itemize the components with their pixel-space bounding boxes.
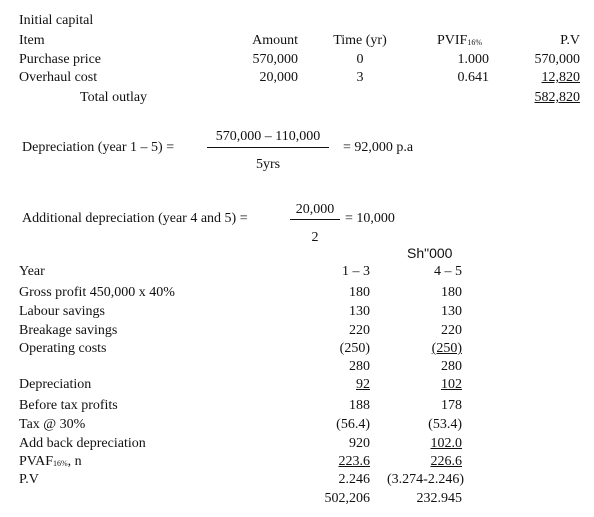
cell-a-depreciation: 92 bbox=[356, 377, 370, 392]
header-pv: P.V bbox=[560, 33, 580, 48]
col-year-1-3: 1 – 3 bbox=[342, 264, 370, 279]
cell-a-add-back: 920 bbox=[349, 436, 370, 451]
section-title: Initial capital bbox=[19, 13, 94, 28]
cell-b-pv: (3.274-2.246) bbox=[387, 472, 464, 487]
additional-depreciation-label: Additional depreciation (year 4 and 5) = bbox=[22, 211, 248, 226]
total-outlay-label: Total outlay bbox=[80, 90, 148, 105]
row-label-tax: Tax @ 30% bbox=[19, 417, 86, 432]
header-pvif: $PVIF_{16\%}$ bbox=[437, 33, 483, 48]
cell-b-add-back: 102.0 bbox=[430, 436, 462, 451]
cell-a-breakage: 220 bbox=[349, 323, 370, 338]
row-purchase-pv: 570,000 bbox=[534, 52, 580, 67]
cell-a-total: 502,206 bbox=[324, 491, 370, 506]
col-year-4-5: 4 – 5 bbox=[434, 264, 462, 279]
row-label-pv: P.V bbox=[19, 472, 39, 487]
cell-b-subtotal: 280 bbox=[441, 359, 462, 374]
cell-a-gross-profit: 180 bbox=[349, 285, 370, 300]
additional-depreciation-numerator: 20,000 bbox=[295, 202, 335, 217]
cell-a-pv: 2.246 bbox=[338, 472, 370, 487]
cell-a-labour: 130 bbox=[349, 304, 370, 319]
cell-b-pvaf: 226.6 bbox=[430, 454, 462, 469]
cell-b-operating: (250) bbox=[431, 341, 462, 356]
cell-b-tax: (53.4) bbox=[428, 417, 462, 432]
additional-depreciation-fraction-bar bbox=[290, 219, 340, 220]
row-overhaul-pv: 12,820 bbox=[541, 70, 580, 85]
cell-a-before-tax: 188 bbox=[349, 398, 370, 413]
row-overhaul-pvif: 0.641 bbox=[457, 70, 489, 85]
row-overhaul-time: 3 bbox=[356, 70, 364, 85]
cell-b-labour: 130 bbox=[441, 304, 462, 319]
row-purchase-amount: 570,000 bbox=[252, 52, 298, 67]
unit-label: Sh"000 bbox=[407, 245, 453, 261]
total-outlay-value: 582,820 bbox=[534, 90, 580, 105]
depreciation-result: = 92,000 p.a bbox=[343, 140, 414, 155]
row-label-operating-costs: Operating costs bbox=[19, 341, 107, 356]
depreciation-numerator: 570,000 – 110,000 bbox=[215, 129, 321, 144]
row-purchase-pvif: 1.000 bbox=[457, 52, 489, 67]
cell-a-tax: (56.4) bbox=[336, 417, 370, 432]
row-label-labour-savings: Labour savings bbox=[19, 304, 105, 319]
row-label-depreciation: Depreciation bbox=[19, 377, 92, 392]
header-amount: Amount bbox=[252, 33, 298, 48]
row-overhaul-amount: 20,000 bbox=[259, 70, 298, 85]
cell-b-gross-profit: 180 bbox=[441, 285, 462, 300]
header-time: Time (yr) bbox=[333, 33, 387, 48]
cell-a-pvaf: 223.6 bbox=[338, 454, 370, 469]
row-label-pvaf: $PVAF_{16\%}$, n bbox=[19, 454, 82, 469]
row-label-add-back: Add back depreciation bbox=[19, 436, 146, 451]
row-label-before-tax: Before tax profits bbox=[19, 398, 118, 413]
row-purchase-time: 0 bbox=[356, 52, 364, 67]
depreciation-fraction-bar bbox=[207, 147, 329, 148]
additional-depreciation-denominator: 2 bbox=[311, 230, 319, 245]
row-label-gross-profit: Gross profit 450,000 x 40% bbox=[19, 285, 175, 300]
depreciation-denominator: 5yrs bbox=[255, 157, 281, 172]
row-purchase-item: Purchase price bbox=[19, 52, 102, 67]
depreciation-label: Depreciation (year 1 – 5) = bbox=[22, 140, 175, 155]
cell-b-depreciation: 102 bbox=[441, 377, 462, 392]
additional-depreciation-result: = 10,000 bbox=[345, 211, 395, 226]
cell-a-subtotal: 280 bbox=[349, 359, 370, 374]
cell-a-operating: (250) bbox=[339, 341, 370, 356]
cell-b-total: 232.945 bbox=[416, 491, 462, 506]
row-overhaul-item: Overhaul cost bbox=[19, 70, 98, 85]
row-label-year: Year bbox=[19, 264, 45, 279]
header-item: Item bbox=[19, 33, 45, 48]
cell-b-breakage: 220 bbox=[441, 323, 462, 338]
row-label-breakage-savings: Breakage savings bbox=[19, 323, 118, 338]
cell-b-before-tax: 178 bbox=[441, 398, 462, 413]
